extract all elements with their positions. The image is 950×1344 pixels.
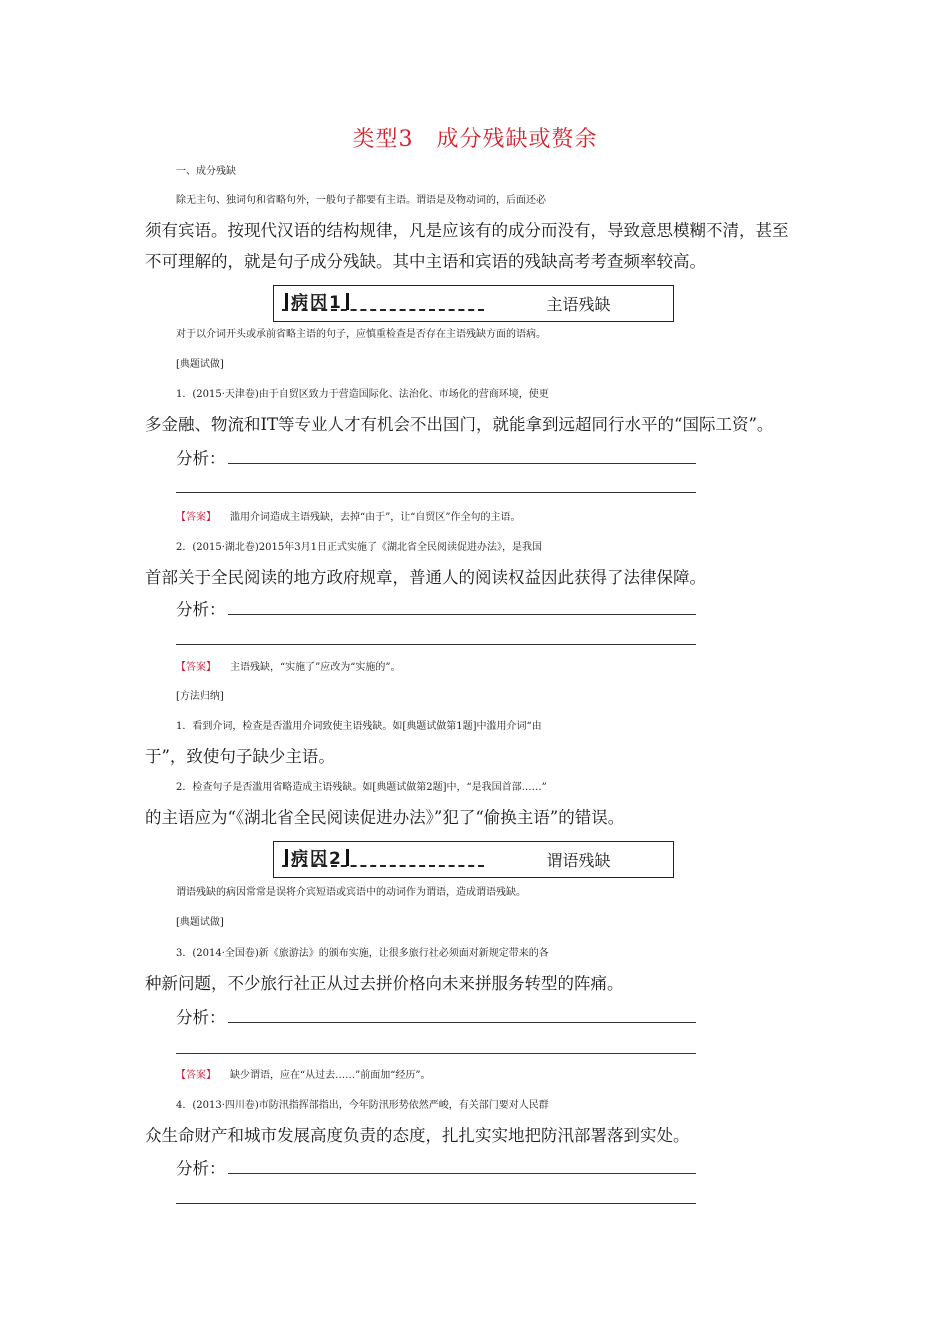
method-heading: [方法归纳]: [176, 691, 224, 702]
analysis-label: 分析：: [176, 1159, 226, 1178]
question-line: 首部关于全民阅读的地方政府规章，普通人的阅读权益因此获得了法律保障。: [145, 568, 706, 587]
analysis-label: 分析：: [176, 449, 226, 468]
answer-line: [176, 507, 841, 529]
cause-tag: 病因2: [282, 844, 352, 869]
answer-tag: 【答案】: [176, 662, 216, 673]
intro-line: 须有宾语。按现代汉语的结构规律，凡是应该有的成分而没有，导致意思模糊不清，甚至: [145, 221, 789, 240]
answer-blank-line[interactable]: [176, 492, 696, 493]
cause-tag: 病因1: [282, 288, 352, 313]
cause-label: 谓语残缺: [546, 851, 611, 870]
cause-description: 对于以介词开头或承前省略主语的句子，应慎重检查是否存在主语残缺方面的语病。: [176, 329, 546, 340]
question-line: 种新问题，不少旅行社正从过去拼价格向未来拼服务转型的阵痛。: [145, 974, 624, 993]
dashed-divider: [282, 865, 484, 867]
answer-tag: 【答案】: [176, 512, 216, 523]
answer-blank-line[interactable]: [176, 1203, 696, 1204]
answer-blank-line[interactable]: [228, 614, 696, 615]
cause-label: 主语残缺: [546, 295, 611, 314]
section-heading: 一、成分残缺: [176, 166, 236, 177]
answer-line: [176, 1065, 841, 1087]
answer-tag: 【答案】: [176, 1070, 216, 1081]
intro-line: 不可理解的，就是句子成分残缺。其中主语和宾语的残缺高考考查频率较高。: [145, 252, 706, 271]
answer-blank-line[interactable]: [176, 644, 696, 645]
analysis-label: 分析：: [176, 1008, 226, 1027]
dashed-divider: [282, 309, 484, 311]
cause-description: 谓语残缺的病因常常是误将介宾短语或宾语中的动词作为谓语，造成谓语残缺。: [176, 887, 526, 898]
answer-blank-line[interactable]: [228, 463, 696, 464]
question-line: 3．(2014·全国卷)新《旅游法》的颁布实施，让很多旅行社必须面对新规定带来的各: [176, 948, 549, 959]
method-line: 于”，致使句子缺少主语。: [145, 747, 335, 766]
trial-heading: [典题试做]: [176, 359, 224, 370]
answer-text: 滥用介词造成主语残缺，去掉“由于”，让“自贸区”作全句的主语。: [230, 512, 521, 523]
question-line: 多金融、物流和IT等专业人才有机会不出国门，就能拿到远超同行水平的“国际工资”。: [145, 415, 774, 434]
method-line: 2．检查句子是否滥用省略造成主语残缺。如[典题试做第2题]中，“是我国首部……”: [176, 782, 547, 793]
answer-blank-line[interactable]: [228, 1173, 696, 1174]
answer-text: 缺少谓语，应在“从过去……”前面加“经历”。: [230, 1070, 431, 1081]
answer-blank-line[interactable]: [228, 1022, 696, 1023]
question-line: 4．(2013·四川卷)市防汛指挥部指出，今年防汛形势依然严峻，有关部门要对人民群: [176, 1100, 549, 1111]
trial-heading: [典题试做]: [176, 917, 224, 928]
answer-blank-line[interactable]: [176, 1053, 696, 1054]
method-line: 的主语应为“《湖北省全民阅读促进办法》”犯了“偷换主语”的错误。: [145, 808, 625, 827]
cause-box-1: [273, 285, 674, 322]
question-line: 2．(2015·湖北卷)2015年3月1日正式实施了《湖北省全民阅读促进办法》，是我国: [176, 542, 542, 553]
question-line: 众生命财产和城市发展高度负责的态度，扎扎实实地把防汛部署落到实处。: [145, 1126, 690, 1145]
question-line: 1．(2015·天津卷)由于自贸区致力于营造国际化、法治化、市场化的营商环境，使更: [176, 389, 549, 400]
cause-box-2: [273, 841, 674, 878]
intro-line: 除无主句、独词句和省略句外，一般句子都要有主语。谓语是及物动词的，后面还必: [176, 195, 546, 206]
method-line: 1．看到介词，检查是否滥用介词致使主语残缺。如[典题试做第1题]中滥用介词“由: [176, 721, 542, 732]
answer-text: 主语残缺，“实施了”应改为“实施的”。: [230, 662, 401, 673]
page-title: 类型3 成分残缺或赘余: [352, 127, 598, 152]
analysis-label: 分析：: [176, 600, 226, 619]
answer-line: [176, 657, 841, 679]
